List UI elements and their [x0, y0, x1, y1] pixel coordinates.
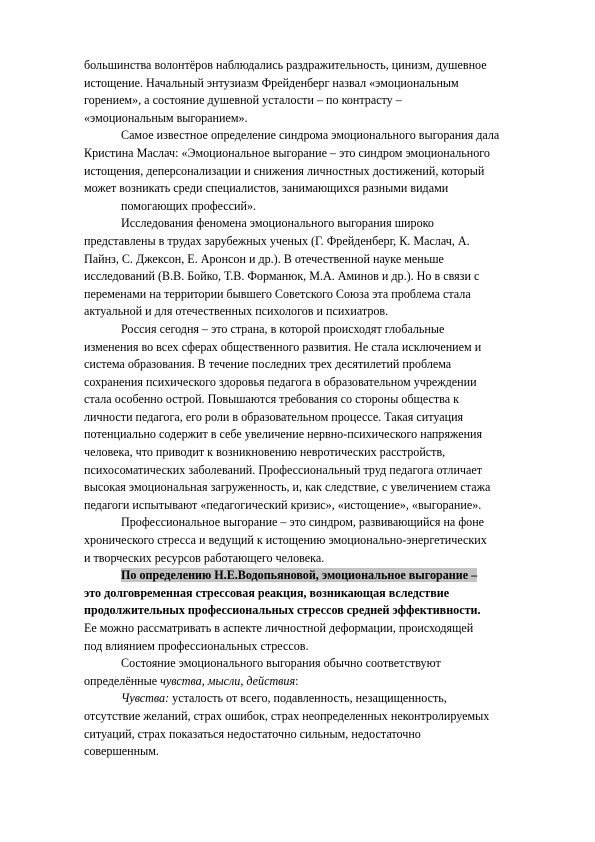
- text-line: личности педагога, его роли в образовательном процессе. Такая ситуация: [84, 409, 464, 424]
- text-span: усталость от всего, подавленность, незащищенность,: [169, 691, 447, 706]
- paragraph-1: [84, 57, 546, 127]
- text-line: «эмоциональным выгоранием».: [84, 110, 248, 125]
- text-line: психосоматических заболеваний. Профессиональный труд педагога отличает: [84, 462, 483, 477]
- text-line: Россия сегодня – это страна, в которой происходят глобальные: [121, 321, 445, 336]
- text-line: совершенным.: [84, 744, 159, 759]
- text-line: педагоги испытывают «педагогический кризис», «истощение», «выгорание».: [84, 497, 482, 512]
- text-line: [84, 585, 546, 603]
- text-line: отсутствие желаний, страх ошибок, страх неопределенных неконтролируемых: [84, 708, 490, 723]
- bold-text: это долговременная стрессовая реакция, возникающая вследствие: [84, 585, 450, 600]
- paragraph-5: [84, 514, 546, 567]
- text-line: Пайнз, С. Джексон, Е. Аронсон и др.). В отечественной науке меньше: [84, 251, 444, 266]
- text-line: Кристина Маслач: «Эмоциональное выгорание – это синдром эмоционального: [84, 145, 490, 160]
- text-line: хронического стресса и ведущий к истощению эмоционально-энергетических: [84, 533, 487, 548]
- paragraph-8-feelings: [84, 690, 546, 760]
- italic-text: чувства, мысли, действия: [160, 673, 296, 688]
- italic-label: Чувства:: [121, 691, 170, 706]
- text-line: человека, что приводит к возникновению невротических расстройств,: [84, 445, 446, 460]
- text-line: [84, 673, 546, 691]
- text-line: истощения, деперсонализации и снижения личностных достижений, который: [84, 163, 485, 178]
- text-line: ситуаций, страх показаться недостаточно сильным, недостаточно: [84, 726, 421, 741]
- text-line: горением», а состояние душевной усталости – по контрасту –: [84, 93, 402, 108]
- text-line: истощение. Начальный энтузиазм Фрейденберг назвал «эмоциональным: [84, 75, 459, 90]
- bold-text: По определению Н.Е.Водопьяновой, эмоциональное выгорание –: [121, 568, 478, 583]
- text-line: потенциально содержит в себе увеличение нервно-психического напряжения: [84, 427, 483, 442]
- text-line: стала особенно острой. Повышаются требования со стороны общества к: [84, 392, 460, 407]
- text-span: :: [295, 673, 299, 688]
- paragraph-7: [84, 655, 546, 690]
- text-line: сохранения психического здоровья педагога в образовательном учреждении: [84, 374, 477, 389]
- text-line: под влиянием профессиональных стрессов.: [84, 638, 309, 653]
- text-line: представлены в трудах зарубежных ученых (Г. Фрейденберг, К. Маслач, А.: [84, 233, 470, 248]
- text-line: переменами на территории бывшего Советского Союза эта проблема стала: [84, 286, 471, 301]
- text-line: система образования. В течение последних трех десятилетий проблема: [84, 357, 452, 372]
- document-body: [84, 57, 546, 761]
- text-line: [84, 567, 546, 585]
- text-line: Ее можно рассматривать в аспекте личностной деформации, происходящей: [84, 621, 474, 635]
- text-line: исследований (В.В. Бойко, Т.В. Форманюк, М.А. Аминов и др.). Но в связи с: [84, 269, 480, 284]
- paragraph-3: [84, 215, 546, 321]
- text-line: Состояние эмоционального выгорания обычно соответствуют: [121, 656, 441, 671]
- text-line: Самое известное определение синдрома эмоционального выгорания дала: [121, 128, 500, 143]
- paragraph-6-bold-definition: [84, 567, 546, 655]
- text-line: актуальной и для отечественных психологов и психиатров.: [84, 304, 389, 319]
- text-line: и творческих ресурсов работающего человека.: [84, 550, 325, 565]
- text-line: помогающих профессий».: [121, 198, 257, 213]
- text-line: [84, 690, 546, 708]
- text-line: высокая эмоциональная загруженность, и, как следствие, с увеличением стажа: [84, 480, 491, 495]
- text-line: большинства волонтёров наблюдались раздражительность, цинизм, душевное: [84, 58, 487, 72]
- paragraph-2: [84, 127, 546, 215]
- text-span: определённые: [84, 673, 161, 688]
- text-line: Профессиональное выгорание – это синдром, развивающийся на фоне: [121, 515, 485, 530]
- text-line: изменения во всех сферах общественного развития. Не стала исключением и: [84, 339, 482, 354]
- bold-text: продолжительных профессиональных стрессов средней эффективности.: [84, 603, 481, 618]
- text-line: Исследования феномена эмоционального выгорания широко: [121, 216, 434, 231]
- paragraph-4: [84, 321, 546, 515]
- text-line: может возникать среди специалистов, занимающихся разными видами: [84, 181, 449, 196]
- text-line: [84, 602, 546, 620]
